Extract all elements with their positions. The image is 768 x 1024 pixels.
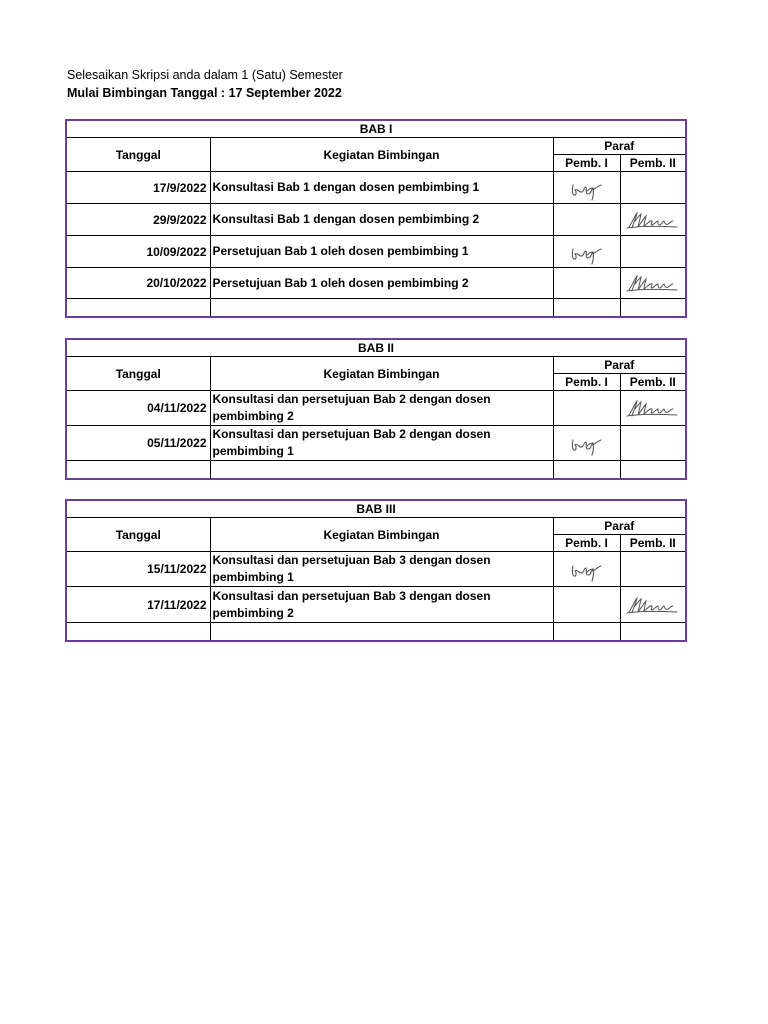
table-row <box>66 552 686 587</box>
pemb-2-signature-cell <box>620 204 686 236</box>
pemb-2-signature-cell <box>620 172 686 204</box>
row-date: 10/09/2022 <box>66 236 210 268</box>
column-header-paraf: Paraf <box>553 518 686 535</box>
empty-row <box>66 461 686 480</box>
pemb-2-signature-cell <box>620 268 686 299</box>
column-header-pemb-2: Pemb. II <box>620 535 686 552</box>
column-header-pemb-1: Pemb. I <box>553 374 620 391</box>
column-header-kegiatan: Kegiatan Bimbingan <box>210 357 553 391</box>
column-header-paraf: Paraf <box>553 357 686 374</box>
pemb-2-signature <box>625 594 681 616</box>
pemb-2-signature-cell <box>620 426 686 461</box>
pemb-1-signature-cell <box>553 552 620 587</box>
section-title: BAB III <box>66 500 686 518</box>
table-row <box>66 587 686 623</box>
empty-row <box>66 299 686 318</box>
row-activity: Konsultasi Bab 1 dengan dosen pembimbing 2 <box>210 204 553 236</box>
column-header-pemb-2: Pemb. II <box>620 155 686 172</box>
table-row <box>66 204 686 236</box>
empty-row <box>66 623 686 642</box>
row-activity: Konsultasi dan persetujuan Bab 2 dengan dosen pembimbing 1 <box>210 426 553 461</box>
row-activity: Konsultasi dan persetujuan Bab 3 dengan dosen pembimbing 1 <box>210 552 553 587</box>
column-header-tanggal: Tanggal <box>66 138 210 172</box>
column-header-tanggal: Tanggal <box>66 518 210 552</box>
pemb-1-signature-cell <box>553 172 620 204</box>
table-row <box>66 391 686 426</box>
column-header-pemb-1: Pemb. I <box>553 535 620 552</box>
pemb-2-signature-cell <box>620 552 686 587</box>
pemb-1-signature <box>565 239 609 265</box>
pemb-1-signature-cell <box>553 236 620 268</box>
pemb-1-signature <box>565 175 609 201</box>
pemb-2-signature-cell <box>620 587 686 623</box>
table-row <box>66 268 686 299</box>
column-header-kegiatan: Kegiatan Bimbingan <box>210 518 553 552</box>
column-header-tanggal: Tanggal <box>66 357 210 391</box>
column-header-kegiatan: Kegiatan Bimbingan <box>210 138 553 172</box>
row-date: 04/11/2022 <box>66 391 210 426</box>
row-date: 20/10/2022 <box>66 268 210 299</box>
pemb-1-signature-cell <box>553 268 620 299</box>
column-header-paraf: Paraf <box>553 138 686 155</box>
row-activity: Konsultasi dan persetujuan Bab 3 dengan dosen pembimbing 2 <box>210 587 553 623</box>
bab-1-table <box>65 119 687 318</box>
table-row <box>66 236 686 268</box>
row-activity: Persetujuan Bab 1 oleh dosen pembimbing 1 <box>210 236 553 268</box>
pemb-2-signature <box>625 272 681 294</box>
pemb-1-signature <box>565 430 609 456</box>
header-start-date-text: Mulai Bimbingan Tanggal : 17 September 2022 <box>67 86 342 100</box>
row-date: 05/11/2022 <box>66 426 210 461</box>
document-header <box>67 66 343 102</box>
row-activity: Konsultasi Bab 1 dengan dosen pembimbing 1 <box>210 172 553 204</box>
pemb-2-signature-cell <box>620 391 686 426</box>
row-date: 17/11/2022 <box>66 587 210 623</box>
pemb-1-signature-cell <box>553 391 620 426</box>
table-row <box>66 426 686 461</box>
pemb-1-signature-cell <box>553 426 620 461</box>
section-title: BAB I <box>66 120 686 138</box>
row-date: 15/11/2022 <box>66 552 210 587</box>
table-row <box>66 172 686 204</box>
pemb-1-signature <box>565 556 609 582</box>
pemb-2-signature <box>625 397 681 419</box>
row-date: 17/9/2022 <box>66 172 210 204</box>
column-header-pemb-1: Pemb. I <box>553 155 620 172</box>
header-deadline-text: Selesaikan Skripsi anda dalam 1 (Satu) Semester <box>67 68 343 82</box>
bab-3-table <box>65 499 687 642</box>
bab-2-table <box>65 338 687 480</box>
row-date: 29/9/2022 <box>66 204 210 236</box>
row-activity: Konsultasi dan persetujuan Bab 2 dengan dosen pembimbing 2 <box>210 391 553 426</box>
column-header-pemb-2: Pemb. II <box>620 374 686 391</box>
pemb-1-signature-cell <box>553 587 620 623</box>
row-activity: Persetujuan Bab 1 oleh dosen pembimbing 2 <box>210 268 553 299</box>
pemb-2-signature <box>625 209 681 231</box>
section-title: BAB II <box>66 339 686 357</box>
pemb-1-signature-cell <box>553 204 620 236</box>
pemb-2-signature-cell <box>620 236 686 268</box>
